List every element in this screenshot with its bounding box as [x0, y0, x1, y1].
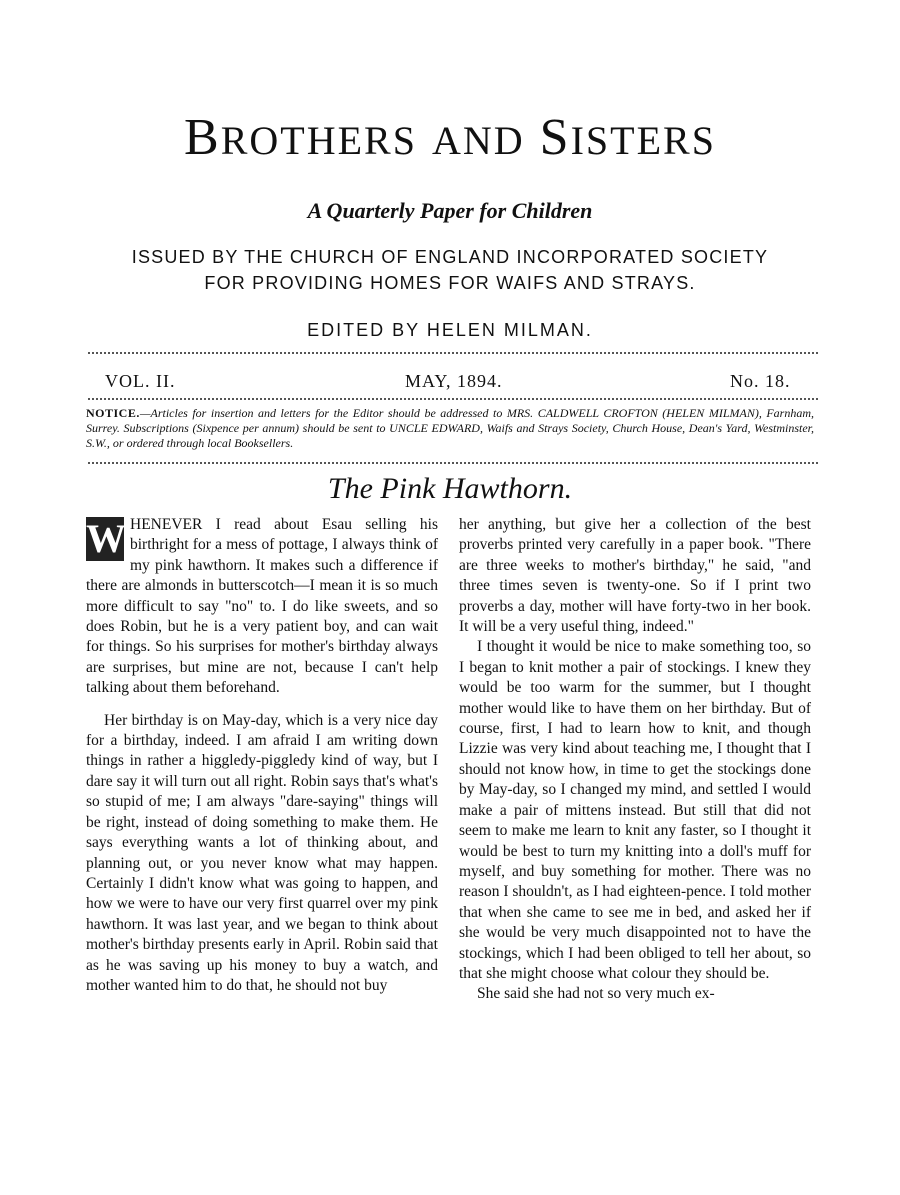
title-and: AND: [431, 118, 525, 163]
paragraph: I thought it would be nice to make something too, so I began to knit mother a pair of stockings. I knew they would be too warm for the summer, but I thought mother would like to have them on her birthday. But of course, first, I had to learn how to knit, and though Lizzie was very kind about teaching me, I thought that I should not know how, in time to get the stockings done by May-day, so I changed my mind, and settled I would make a pair of mittens instead. But still that did not seem to make me learn to knit any faster, so I thought it would be best to turn my knitting into a doll's muff for myself, and buy something for mother. There was no reason I shouldn't, as I had eighteen-pence. I told mother that when she came to see me in bed, and asked her if she would be very much disappointed not to have the stockings, which I had been obliged to tell her about, so that she might choose what colour they should be.: [459, 638, 811, 982]
notice-text: —Articles for insertion and letters for the Editor should be addressed to MRS. CALDWELL CROFTON (HELEN MILMAN), Farnham, Surrey. Subscriptions (Sixpence per annum) should be sent to UNCLE EDWARD, Waifs and Strays Society, Church House, Dean's Yard, Westminster, S.W., or ordered through local Booksellers.: [86, 406, 814, 450]
paragraph: She said she had not so very much ex-: [477, 985, 715, 1003]
drop-cap: W: [86, 516, 126, 561]
article-title: The Pink Hawthorn.: [327, 472, 573, 505]
column-left: [86, 515, 438, 996]
editor-line: EDITED BY HELEN MILMAN.: [307, 320, 593, 340]
notice: [86, 406, 814, 451]
issued-line-2: FOR PROVIDING HOMES FOR WAIFS AND STRAYS.: [204, 273, 696, 293]
rule-top: [88, 352, 818, 354]
title-second-rest: ISTERS: [570, 118, 716, 163]
issued-line-1: ISSUED BY THE CHURCH OF ENGLAND INCORPORATED SOCIETY: [131, 247, 769, 267]
title-first-rest: ROTHERS: [220, 118, 417, 163]
paragraph: W HENEVER I read about Esau selling his birthright for a mess of pottage, I always think of my pink hawthorn. It makes such a difference if there are almonds in butterscotch—I mean it is so much more difficult to say "no" to. I do like sweets, and so does Robin, but he is a very patient boy, and can wait for things. So his surprises for mother's birthday always are surprises, but mine are not, because I can't help talking about them beforehand.: [86, 516, 438, 697]
issue-date: MAY, 1894.: [405, 371, 503, 391]
paragraph: Her birthday is on May-day, which is a very nice day for a birthday, indeed. I am afraid I am writing down things in rather a higgledy-piggledy kind of way, but I dare say it will turn out all right. Robin says that's what's so stupid of me; I am always "dare-saying" things will be right, instead of doing something to make them. He says everything wants a lot of thinking about, and planning out, or you never know what may happen. Certainly I didn't know what was going to happen, and how we were to have our very first quarrel over my pink hawthorn. It was last year, and we began to think about mother's birthday presents early in April. Robin said that as he was saving up his money to buy a watch, and mother wanted him to do that, he should not buy: [86, 711, 438, 994]
column-right: [459, 515, 811, 1005]
issue-number: No. 18.: [730, 371, 791, 391]
volume: VOL. II.: [105, 371, 176, 391]
paragraph: her anything, but give her a collection of the best proverbs printed very carefully in a paper book. "There are three weeks to mother's birthday," he said, "and three times seven is twenty-one. So if I print two proverbs a day, mother will have forty-two in her book. It will be a very useful thing, indeed.": [459, 516, 811, 636]
subtitle: A Quarterly Paper for Children: [307, 198, 593, 223]
title-second-initial: S: [539, 109, 571, 166]
notice-label: NOTICE.: [86, 406, 140, 420]
issued-by: [0, 244, 900, 296]
rule-bottom: [88, 462, 818, 464]
masthead-title: [0, 108, 900, 167]
title-first-initial: B: [184, 109, 221, 166]
rule-middle: [88, 398, 818, 400]
